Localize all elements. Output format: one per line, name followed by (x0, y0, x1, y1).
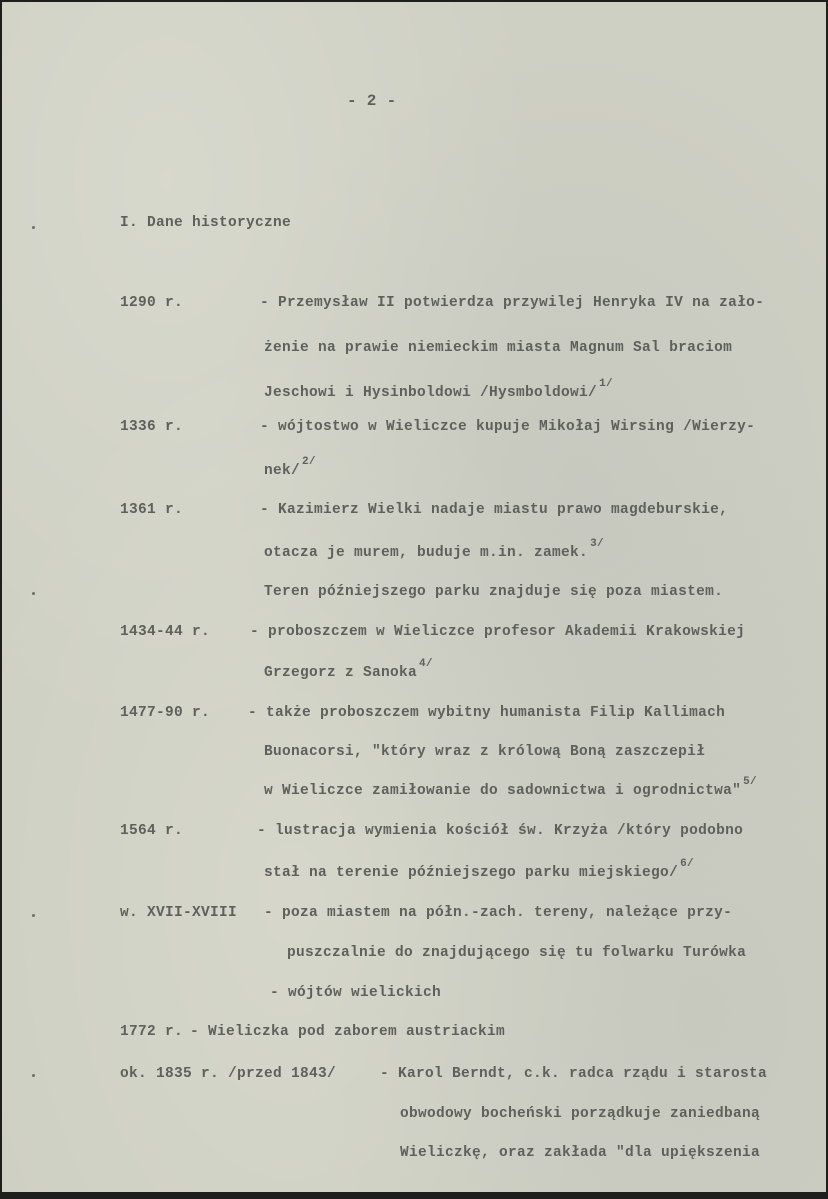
entry-text-line: - poza miastem na półn.-zach. tereny, należące przy- (264, 905, 733, 921)
entry-date: 1434-44 r. (120, 624, 211, 640)
footnote-marker: 4/ (419, 658, 433, 670)
entry-text: otacza je murem, buduje m.in. zamek. (264, 545, 589, 561)
entry-text-line: - Przemysław II potwierdza przywilej Henryka IV na zało- (260, 295, 765, 311)
entry-text: w Wieliczce zamiłowanie do sadownictwa i ogrodnictwa" (264, 783, 742, 799)
entry-date: 1477-90 r. (120, 705, 211, 721)
scan-speck (32, 592, 35, 595)
entry-date: 1336 r. (120, 419, 184, 435)
entry-text-line: puszczalnie do znajdującego się tu folwarku Turówka (287, 945, 747, 961)
entry-date: 1361 r. (120, 502, 184, 518)
entry-date: 1564 r. (120, 823, 184, 839)
entry-text-line: Teren późniejszego parku znajduje się poza miastem. (264, 584, 724, 600)
section-title: I. Dane historyczne (120, 215, 292, 231)
entry-date: 1772 r. (120, 1024, 184, 1040)
entry-text-line: - proboszczem w Wieliczce profesor Akademii Krakowskiej (250, 624, 746, 640)
entry-text-line: obwodowy bocheński porządkuje zaniedbaną (400, 1106, 761, 1122)
entry-text-line (264, 658, 433, 681)
entry-text-line: żenie na prawie niemieckim miasta Magnum Sal braciom (264, 340, 733, 356)
entry-text: nek/ (264, 463, 301, 479)
entry-date: 1290 r. (120, 295, 184, 311)
scan-speck (32, 914, 35, 917)
entry-text: Grzegorz z Sanoka (264, 665, 418, 681)
entry-text-line: Buonacorsi, "który wraz z królową Boną zaszczepił (264, 744, 706, 760)
entry-text-line (264, 538, 604, 561)
entry-text-line: - lustracja wymienia kościół św. Krzyża /który podobno (257, 823, 744, 839)
entry-text-line (264, 456, 316, 479)
entry-text-line (264, 378, 613, 401)
page-number: - 2 - (347, 92, 397, 110)
scan-speck (32, 1074, 35, 1077)
footnote-marker: 1/ (599, 378, 613, 390)
entry-text-line (264, 776, 757, 799)
entry-text-line: - Karol Berndt, c.k. radca rządu i starosta (380, 1066, 768, 1082)
entry-text: stał na terenie późniejszego parku miejskiego/ (264, 865, 679, 881)
entry-text-line: - Kazimierz Wielki nadaje miastu prawo magdeburskie, (260, 502, 729, 518)
entry-text: Jeschowi i Hysinboldowi /Hysmboldowi/ (264, 385, 598, 401)
entry-date: w. XVII-XVIII (120, 905, 238, 921)
footnote-marker: 3/ (590, 538, 604, 550)
entry-text-line (264, 858, 694, 881)
footnote-marker: 6/ (680, 858, 694, 870)
entry-text-line: - wójtów wielickich (270, 985, 442, 1001)
entry-text-line: - Wieliczka pod zaborem austriackim (190, 1024, 506, 1040)
scan-speck (32, 226, 35, 229)
entry-text-line: - wójtostwo w Wieliczce kupuje Mikołaj Wirsing /Wierzy- (260, 419, 756, 435)
entry-text-line: Wieliczkę, oraz zakłada "dla upiększenia (400, 1145, 761, 1161)
entry-text-line: - także proboszczem wybitny humanista Filip Kallimach (248, 705, 726, 721)
footnote-marker: 5/ (743, 776, 757, 788)
document-page (2, 2, 826, 1192)
entry-date: ok. 1835 r. /przed 1843/ (120, 1066, 337, 1082)
footnote-marker: 2/ (302, 456, 316, 468)
